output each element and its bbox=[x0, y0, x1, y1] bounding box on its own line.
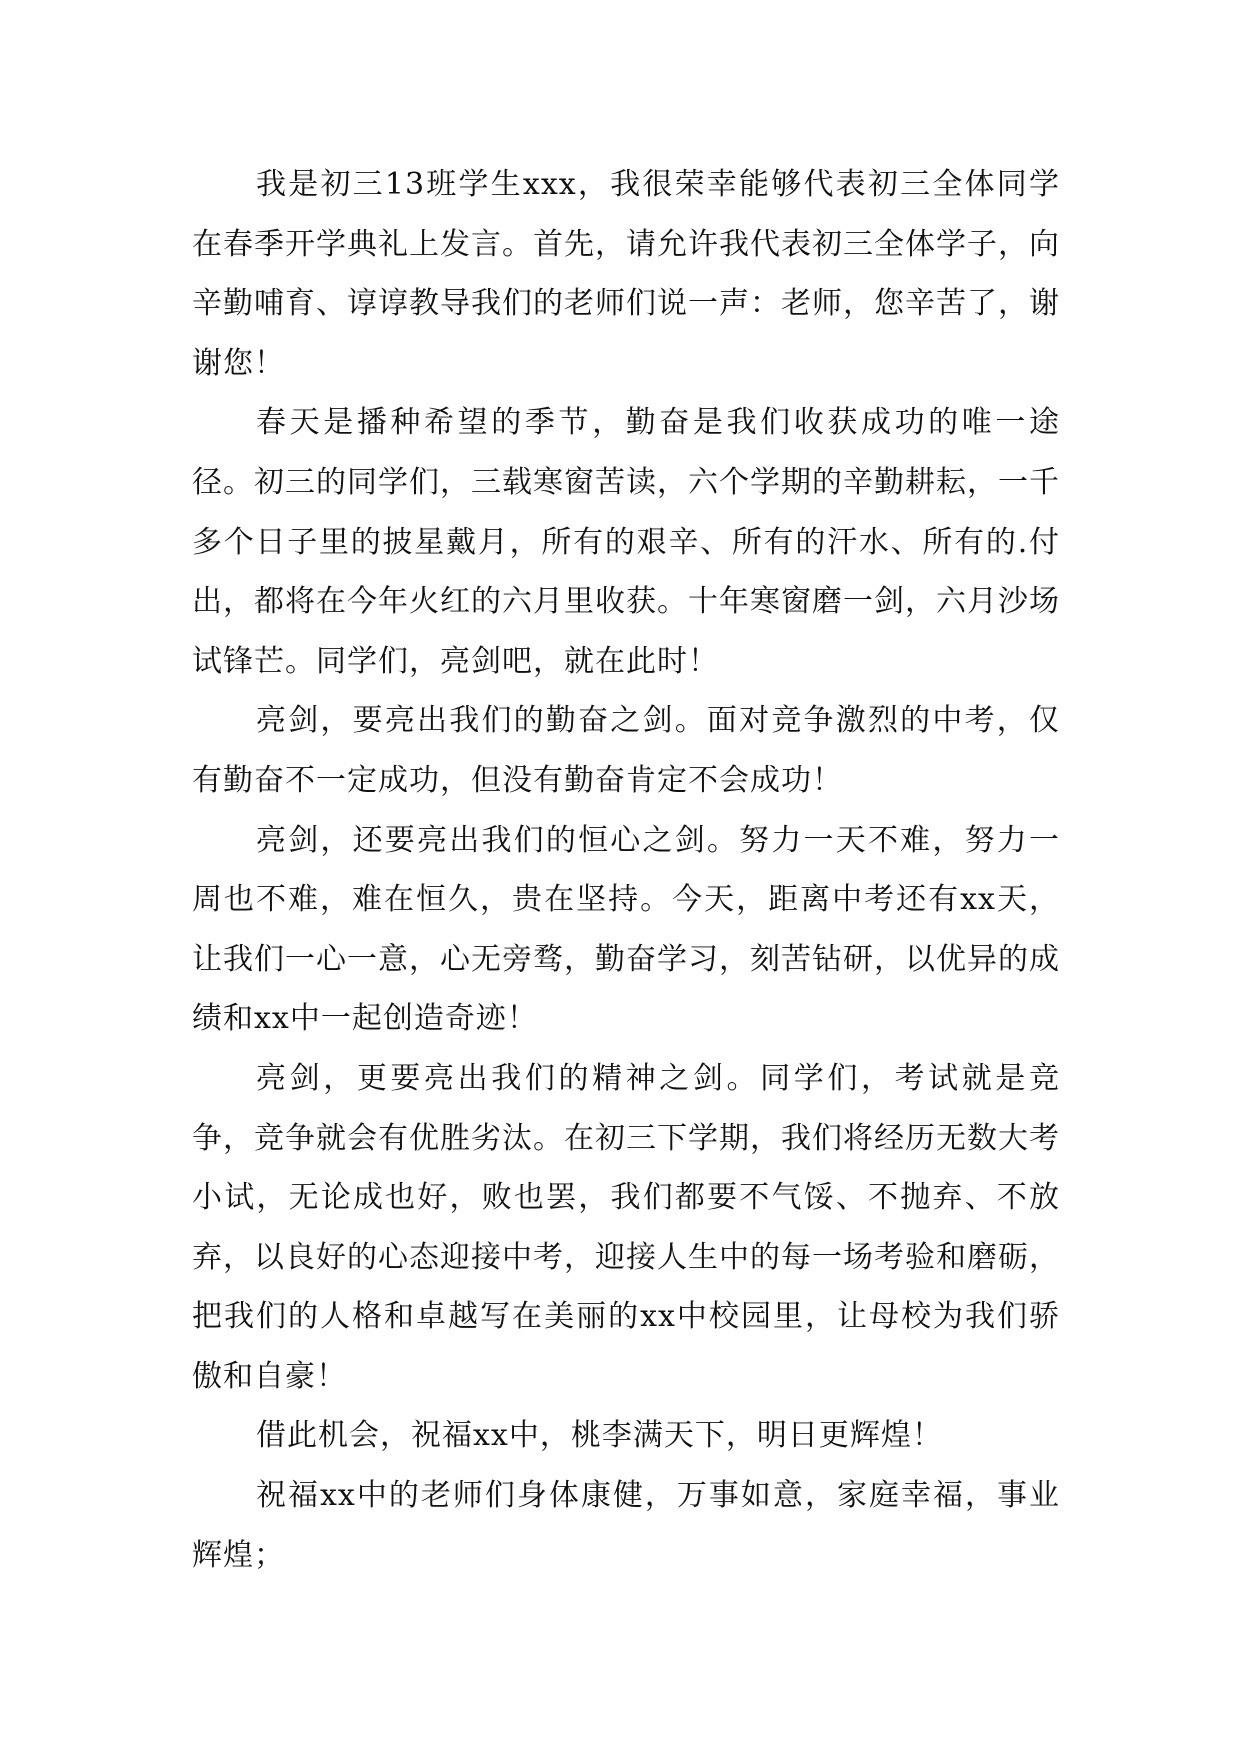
paragraph-spring: 春天是播种希望的季节，勤奋是我们收获成功的唯一途径。初三的同学们，三载寒窗苦读，六个学期的辛勤耕耘，一千多个日子里的披星戴月，所有的艰辛、所有的汗水、所有的.付出，都将在今年火红的六月里收获。十年寒窗磨一剑，六月沙场试锋芒。同学们，亮剑吧，就在此时！ bbox=[192, 405, 1060, 679]
paragraph-diligence: 亮剑，要亮出我们的勤奋之剑。面对竞争激烈的中考，仅有勤奋不一定成功，但没有勤奋肯定不会成功！ bbox=[192, 703, 1060, 798]
paragraph-spirit: 亮剑，更要亮出我们的精神之剑。同学们，考试就是竞争，竞争就会有优胜劣汰。在初三下学期，我们将经历无数大考小试，无论成也好，败也罢，我们都要不气馁、不抛弃、不放弃，以良好的心态迎接中考，迎接人生中的每一场考验和磨砺，把我们的人格和卓越写在美丽的xx中校园里，让母校为我们骄傲和自豪！ bbox=[192, 1060, 1060, 1394]
speech-body bbox=[192, 155, 1060, 1585]
paragraph-blessing-teachers: 祝福xx中的老师们身体康健，万事如意，家庭幸福，事业辉煌； bbox=[192, 1478, 1060, 1573]
paragraph-perseverance: 亮剑，还要亮出我们的恒心之剑。努力一天不难，努力一周也不难，难在恒久，贵在坚持。今天，距离中考还有xx天，让我们一心一意，心无旁骛，勤奋学习，刻苦钻研，以优异的成绩和xx中一起创造奇迹！ bbox=[192, 822, 1060, 1037]
paragraph-blessing-school: 借此机会，祝福xx中，桃李满天下，明日更辉煌！ bbox=[256, 1418, 943, 1454]
paragraph-opening: 我是初三13班学生xxx，我很荣幸能够代表初三全体同学在春季开学典礼上发言。首先，请允许我代表初三全体学子，向辛勤哺育、谆谆教导我们的老师们说一声：老师，您辛苦了，谢谢您！ bbox=[192, 167, 1060, 381]
